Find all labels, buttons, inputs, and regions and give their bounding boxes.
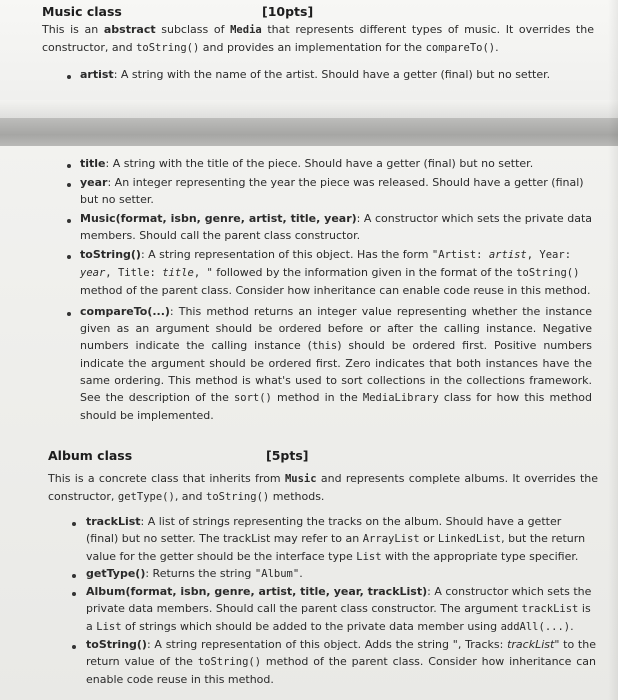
item-album-constructor: Album(format, isbn, genre, artist, title, year, trackList): A constructor which sets the private data members. Should call the parent class constructor. The argument trackList is a List of strings which should be added to the private data member using addAll(...). [86, 585, 592, 633]
bullet-icon [67, 75, 71, 79]
item-tracklist: trackList: A list of strings representing the tracks on the album. Should have a getter (final) but no setter. The trackList may refer to an ArrayList or LinkedList, but the return value for the getter should be the interface type List with the appropriate type specifier. [86, 515, 586, 563]
item-music-constructor: Music(format, isbn, genre, artist, title, year): A constructor which sets the private data members. Should call the parent class constructor. [80, 212, 592, 242]
album-class-points: [5pts] [266, 448, 309, 463]
music-class-points: [10pts] [262, 4, 314, 19]
album-class-description: This is a concrete class that inherits from Music and represents complete albums. It overrides the constructor, getType(), and toString() methods. [48, 472, 599, 503]
item-year: year: An integer representing the year the piece was released. Should have a getter (final) but no setter. [80, 176, 584, 206]
bullet-icon [67, 164, 71, 168]
item-music-compareto: compareTo(...): This method returns an integer value representing whether the instance given as an argument should be ordered before or after the calling instance. Negative numbers indicate the calling instance (this) should be ordered first. Positive numbers indicate the argument should be ordered first. Zero indicates that both instances have the same ordering. This method is what's used to sort collections in the collections framework. See the description of the sort() method in the MediaLibrary class for how this method should be implemented. [80, 305, 593, 422]
item-album-tostring: toString(): A string representation of this object. Adds the string ", Tracks: trackList" to the return value of the toString() method of the parent class. Consider how inheritance can enable code reuse in this method. [86, 638, 596, 686]
page-edge-shadow [608, 0, 618, 700]
bullet-icon [67, 312, 71, 316]
page-shadow [0, 100, 618, 118]
bullet-icon [67, 183, 71, 187]
bullet-icon [72, 522, 76, 526]
music-class-description: This is an abstract subclass of Media that represents different types of music. It overrides the constructor, and toString() and provides an implementation for the compareTo(). [42, 23, 594, 54]
item-gettype: getType(): Returns the string "Album". [86, 567, 303, 580]
bullet-icon [67, 255, 71, 259]
album-class-heading: Album class [48, 448, 133, 463]
bullet-icon [72, 645, 76, 649]
item-title: title: A string with the title of the piece. Should have a getter (final) but no setter. [80, 157, 534, 170]
bullet-icon [72, 574, 76, 578]
page-gap [0, 118, 618, 146]
bullet-icon [67, 219, 71, 223]
item-artist: artist: A string with the name of the artist. Should have a getter (final) but no setter. [80, 68, 551, 81]
bullet-icon [72, 592, 76, 596]
item-music-tostring: toString(): A string representation of this object. Has the form "Artist: artist, Year: year, Title: title, " followed by the information given in the format of the toString() method of the parent class. Consider how inheritance can enable code reuse in this method. [80, 248, 591, 297]
music-class-heading: Music class [42, 4, 122, 19]
